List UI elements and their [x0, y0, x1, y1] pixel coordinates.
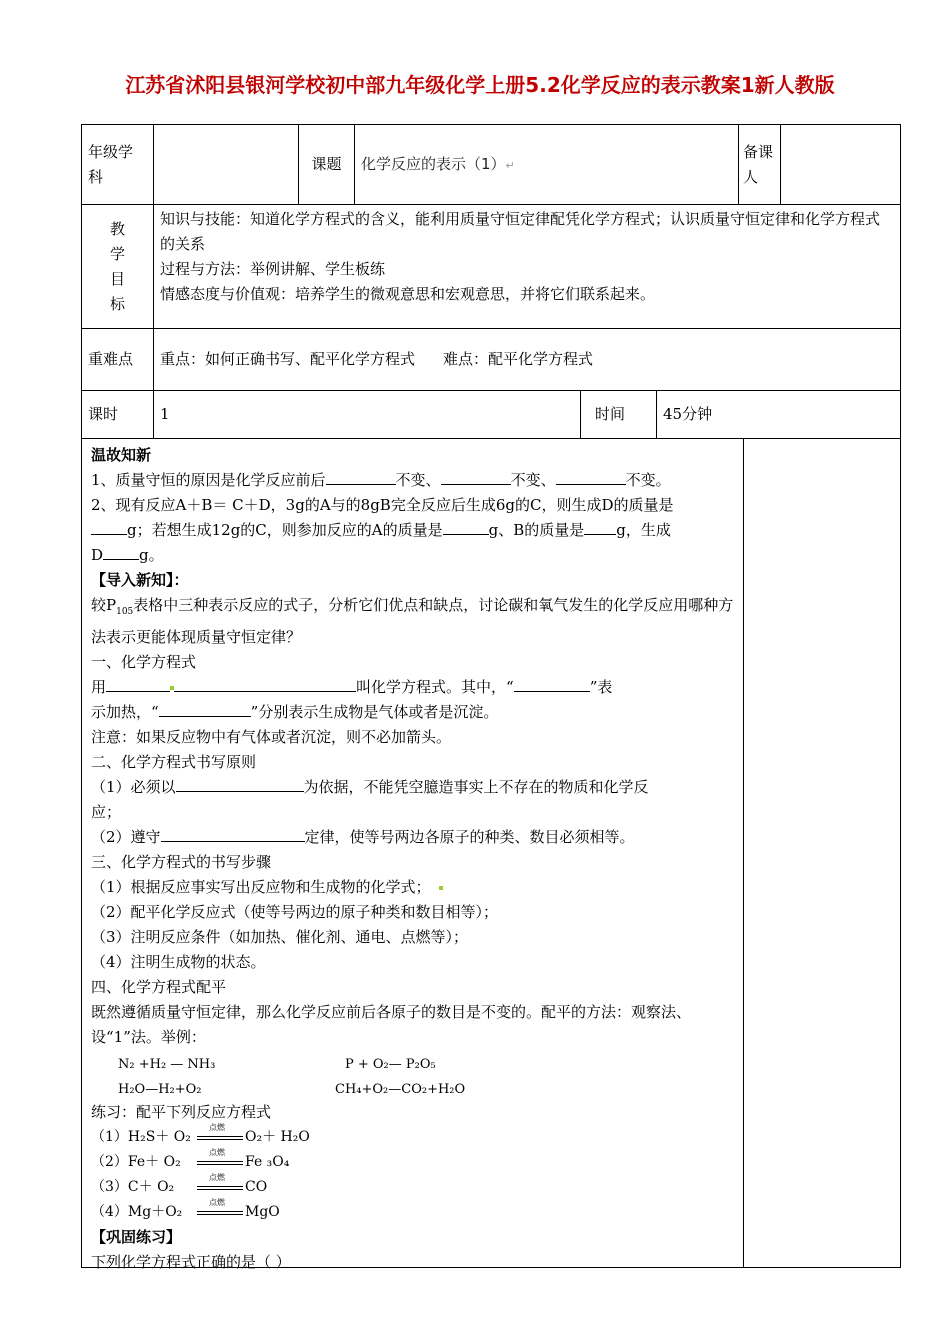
intro-heading: 【导入新知】： [91, 571, 189, 589]
section-3-step3: （3）注明反应条件（如加热、催化剂、通电、点燃等）； [91, 928, 469, 946]
notes-column-divider [743, 439, 744, 1267]
practice-1: （1）H₂S＋ O₂ 点燃 O₂＋ H₂O [91, 1123, 310, 1145]
lesson-plan-table [81, 124, 901, 1271]
goals-content [154, 205, 901, 329]
document-title: 江苏省沭阳县银河学校初中部九年级化学上册5.2化学反应的表示教案1新人教版 [125, 73, 835, 97]
goal-knowledge: 知识与技能：知道化学方程式的含义，能利用质量守恒定律配凭化学方程式；认识质量守恒定律和化学方程式的关系 [160, 210, 881, 253]
section-1-line1: 用 叫化学方程式。其中，“ ”表 [91, 675, 739, 700]
example-1: N₂ +H₂ — NH₃ [118, 1057, 216, 1072]
intro-text: 较$P_{105}$表格中三种表示反应的式子，分析它们优点和缺点，讨论碳和氧气发生的化学反应用哪种方法表示更能体现质量守恒定律？ [91, 596, 734, 646]
reaction-arrow: 点燃 [197, 1155, 243, 1169]
practice-3: （3）C＋ O₂ 点燃 CO [91, 1173, 268, 1195]
consolidate-heading: 【巩固练习】 [91, 1228, 182, 1246]
section-2-rule1-cont: 应； [91, 803, 122, 821]
lesson-body [91, 443, 739, 1275]
section-3-step4: （4）注明生成物的状态。 [91, 953, 266, 971]
question-2-line1: 2、现有反应A＋B＝ C＋D，3g的A与的8gB完全反应后生成6g的C，则生成D的质量是 [91, 496, 674, 514]
section-3-step2: （2）配平化学反应式（使等号两边的原子种类和数目相等）； [91, 903, 499, 921]
note: 注意：如果反应物中有气体或者沉淀，则不必加箭头。 [91, 728, 452, 746]
grade-subject-value [154, 125, 299, 205]
practice-2: （2）Fe＋ O₂ 点燃 Fe ₃O₄ [91, 1148, 290, 1170]
period-label: 课时 [82, 391, 154, 439]
question-1: 1、质量守恒的原因是化学反应前后 不变、 不变、 不变。 [91, 468, 739, 493]
difficulty-label: 重难点 [82, 329, 154, 391]
reaction-arrow: 点燃 [197, 1130, 243, 1144]
section-2-rule1: （1）必须以 为依据，不能凭空臆造事实上不存在的物质和化学反 [91, 775, 739, 800]
review-heading: 温故知新 [91, 446, 152, 464]
example-2: P + O₂— P₂O₅ [345, 1057, 436, 1072]
examples [91, 1050, 739, 1100]
goal-process: 过程与方法：举例讲解、学生板练 [160, 260, 386, 278]
grade-subject-label: 年级学 科 [82, 125, 154, 205]
section-2-rule2: （2）遵守 定律，使等号两边各原子的种类、数目必须相等。 [91, 825, 739, 850]
example-4: CH₄+O₂—CO₂+H₂O [335, 1082, 466, 1097]
period-value: 1 [154, 391, 581, 439]
question-2-line3: D g。 [91, 543, 739, 568]
prep-label: 备课人 [739, 125, 781, 205]
duration-value: 45分钟 [657, 391, 901, 439]
prep-value [781, 125, 901, 205]
practice-4: （4）Mg＋O₂ 点燃 MgO [91, 1198, 280, 1220]
last-question: 下列化学方程式正确的是（ ） [91, 1253, 291, 1271]
goal-attitude: 情感态度与价值观：培养学生的微观意思和宏观意思，并将它们联系起来。 [160, 285, 656, 303]
reaction-arrow: 点燃 [197, 1205, 243, 1219]
section-2-title: 二、化学方程式书写原则 [91, 753, 257, 771]
content-cell [82, 439, 901, 1271]
section-3-step1: （1）根据反应事实写出反应物和生成物的化学式； [91, 875, 739, 900]
topic-label: 课题 [299, 125, 355, 205]
section-4-title: 四、化学方程式配平 [91, 978, 227, 996]
stray-dot-icon [439, 886, 443, 890]
difficulty-content: 重点：如何正确书写、配平化学方程式 难点：配平化学方程式 [154, 329, 901, 391]
section-1-line2: 示加热，“ ”分别表示生成物是气体或者是沉淀。 [91, 700, 739, 725]
goals-label: 教 学 目 标 [82, 205, 154, 329]
section-3-title: 三、化学方程式的书写步骤 [91, 853, 272, 871]
practice-title: 练习：配平下列反应方程式 [91, 1103, 272, 1121]
example-3: H₂O—H₂+O₂ [118, 1082, 202, 1097]
section-4-text: 既然遵循质量守恒定律，那么化学反应前后各原子的数目是不变的。配平的方法：观察法、设“1”法。举例： [91, 1003, 692, 1046]
question-2-line2: g；若想生成12g的C，则参加反应的A的质量是 g、B的质量是 g，生成 [91, 518, 739, 543]
reaction-arrow: 点燃 [197, 1180, 243, 1194]
topic-value: 化学反应的表示（1）↵ [355, 125, 739, 205]
section-1-title: 一、化学方程式 [91, 653, 197, 671]
duration-label: 时间 [581, 391, 657, 439]
